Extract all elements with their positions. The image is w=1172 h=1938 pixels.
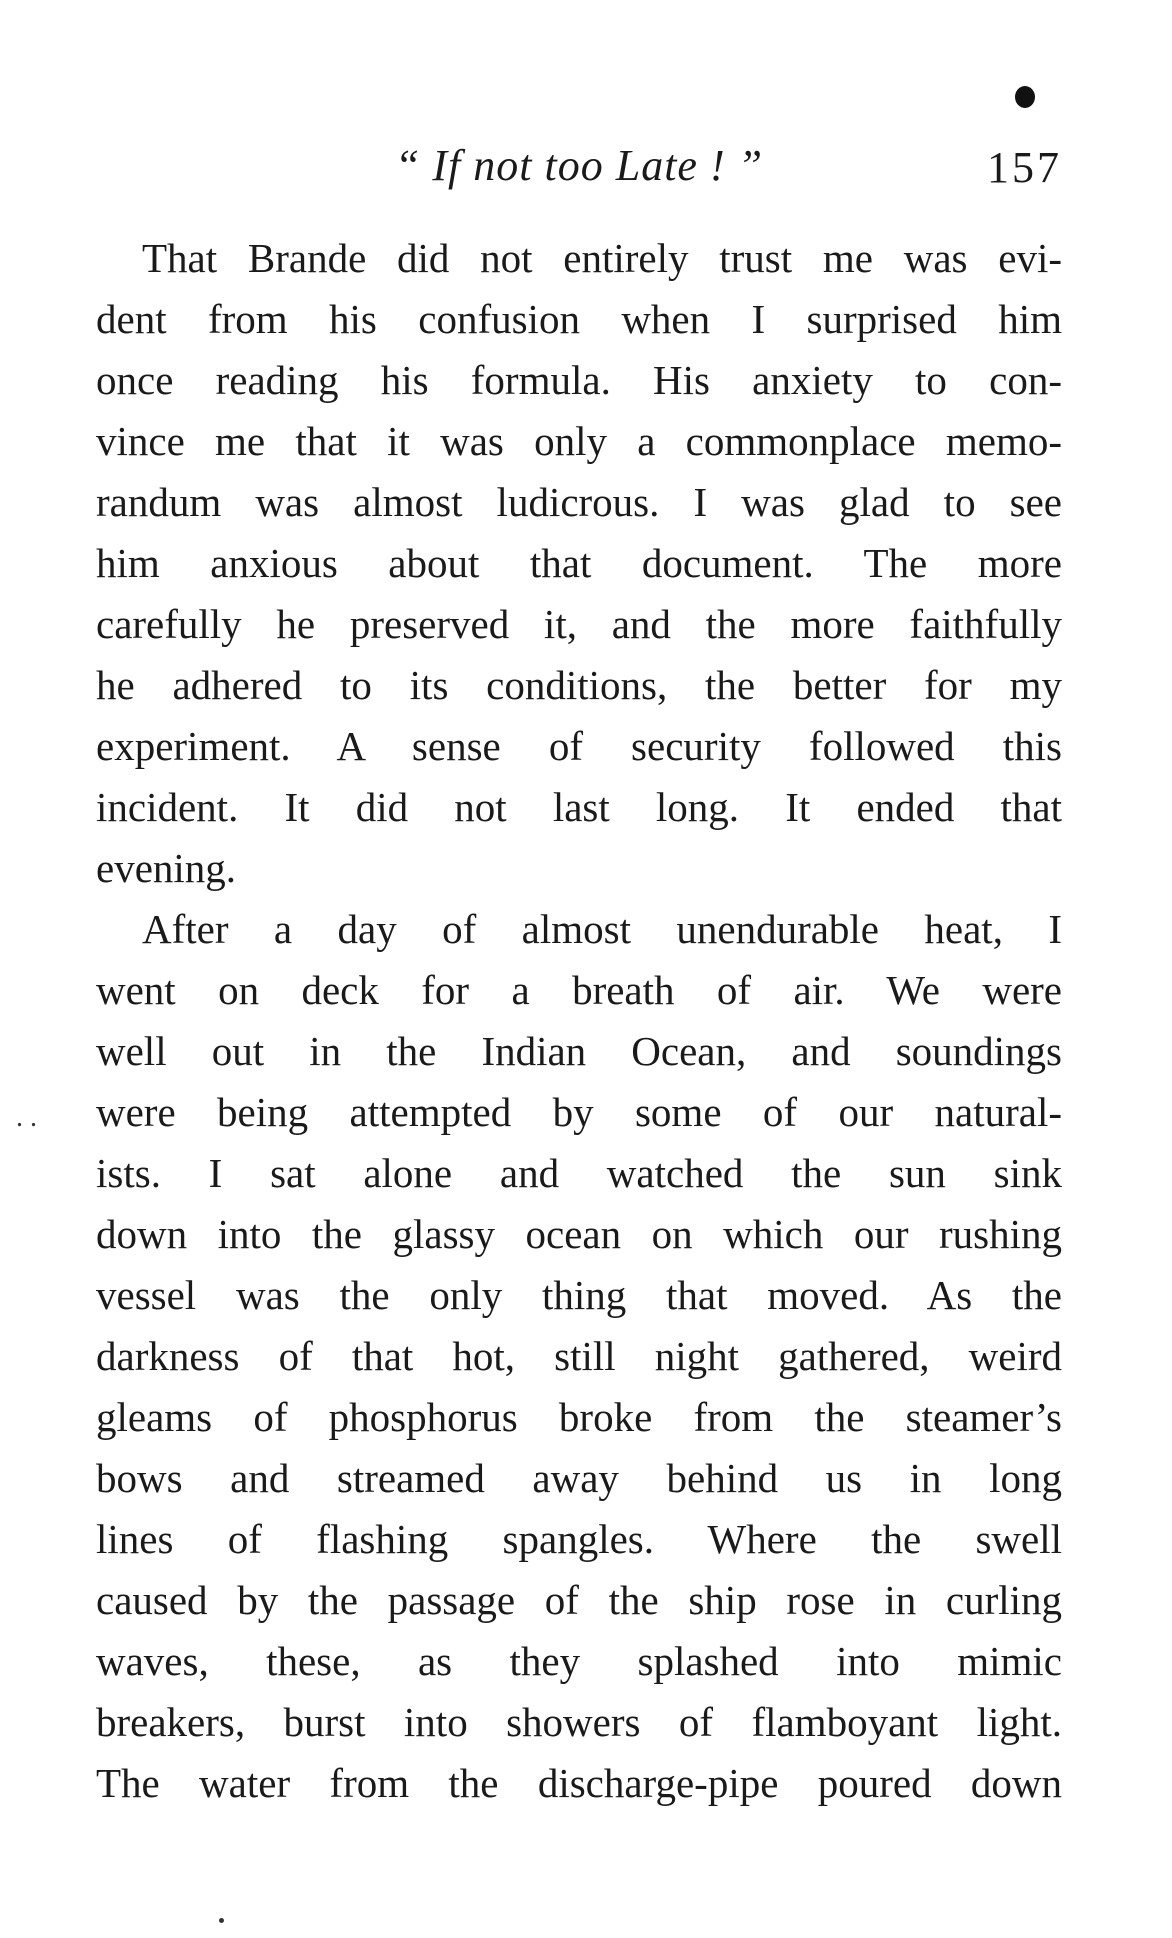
text-line: randum was almost ludicrous. I was glad to see: [96, 479, 1062, 525]
text-line: he adhered to its conditions, the better for my: [96, 662, 1062, 708]
text-line: breakers, burst into showers of flamboyant light.: [96, 1699, 1062, 1745]
text-line: The water from the discharge-pipe poured down: [96, 1760, 1062, 1806]
text-line: well out in the Indian Ocean, and soundings: [96, 1028, 1062, 1074]
text-line: vessel was the only thing that moved. As the: [96, 1272, 1062, 1318]
text-line: went on deck for a breath of air. We were: [96, 967, 1062, 1013]
text-line: gleams of phosphorus broke from the steamer’s: [96, 1394, 1062, 1440]
text-line: waves, these, as they splashed into mimic: [96, 1638, 1062, 1684]
text-line: caused by the passage of the ship rose in curling: [96, 1577, 1062, 1623]
body-text: [96, 228, 1062, 1814]
text-line: dent from his confusion when I surprised him: [96, 296, 1062, 342]
text-line: incident. It did not last long. It ended that: [96, 784, 1062, 830]
text-line: That Brande did not entirely trust me was evi-: [142, 235, 1062, 281]
text-line: were being attempted by some of our natural-: [96, 1089, 1062, 1135]
text-line: bows and streamed away behind us in long: [96, 1455, 1062, 1501]
text-line: down into the glassy ocean on which our rushing: [96, 1211, 1062, 1257]
running-title: “ If not too Late ! ”: [394, 141, 764, 190]
margin-dots: . .: [16, 1102, 37, 1133]
page-header: [96, 140, 1062, 200]
text-line: darkness of that hot, still night gathered, weird: [96, 1333, 1062, 1379]
text-line: experiment. A sense of security followed this: [96, 723, 1062, 769]
paragraph: [96, 228, 1062, 899]
text-line: carefully he preserved it, and the more faithfully: [96, 601, 1062, 647]
ink-spot: [1015, 86, 1035, 108]
text-line: After a day of almost unendurable heat, I: [142, 906, 1062, 952]
paragraph: [96, 899, 1062, 1814]
text-line: ists. I sat alone and watched the sun sink: [96, 1150, 1062, 1196]
text-line: him anxious about that document. The more: [96, 540, 1062, 586]
page-number: 157: [987, 143, 1062, 192]
stray-mark: [219, 1918, 224, 1923]
text-line: lines of flashing spangles. Where the swell: [96, 1516, 1062, 1562]
text-line: vince me that it was only a commonplace memo-: [96, 418, 1062, 464]
text-line: once reading his formula. His anxiety to con-: [96, 357, 1062, 403]
text-line: evening.: [96, 845, 237, 891]
